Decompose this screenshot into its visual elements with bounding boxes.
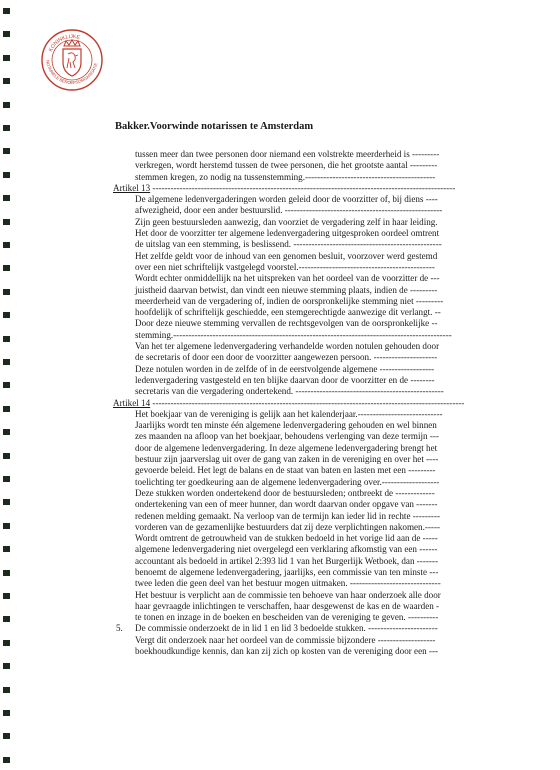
body-line: algemene ledenvergadering niet overgelegd een verklaring afkomstig van een ------: [135, 544, 438, 555]
line-text: Wordt omtrent de getrouwheid van de stukken bedoeld in het vorige lid aan de -----: [135, 533, 438, 544]
binding-hole: [3, 8, 10, 14]
list-item-line: [113, 194, 506, 205]
article-heading: Artikel 13 ----------------------------------------------------------------------------------------------------: [113, 182, 456, 193]
binding-hole: [3, 242, 10, 248]
list-item-number: 5.: [116, 623, 123, 634]
body-line: secretaris van die vergadering ondertekend. -------------------------------------------------: [135, 386, 444, 397]
line-text: Van het ter algemene ledenvergadering verhandelde worden notulen gehouden door: [135, 341, 440, 352]
binding-hole: [3, 336, 10, 342]
body-line: te tonen en inzage in de boeken en bescheiden van de vereniging te geven. ----------: [135, 612, 439, 623]
binding-hole: [3, 476, 10, 482]
line-text: Vergt dit onderzoek naar het oordeel van de commissie bijzondere -------------------: [135, 634, 436, 645]
body-line: stemmen kregen, zo nodig na tussenstemming.-------------------------------------------: [135, 171, 436, 182]
body-line: verkregen, wordt herstemd tussen de twee personen, die het grootste aantal ---------: [135, 160, 438, 171]
body-line: ledenvergadering vastgesteld en ten blijke daarvan door de voorzitter en de --------: [135, 374, 435, 385]
body-line: Het zelfde geldt voor de inhoud van een genomen besluit, voorzover werd gestemd: [135, 250, 438, 261]
binding-hole: [3, 125, 10, 131]
body-line: afwezigheid, door een ander bestuurslid. ----------------------------------------------------: [135, 205, 443, 216]
list-item-line: [113, 228, 506, 239]
binding-hole: [3, 663, 10, 669]
list-item-line: [113, 635, 506, 646]
line-text: De algemene ledenvergaderingen worden geleid door de voorzitter of, bij diens ----: [135, 194, 438, 205]
binding-hole: [3, 616, 10, 622]
body-line: Door deze nieuwe stemming vervallen de rechtsgevolgen van de oorspronkelijke --: [135, 318, 438, 329]
body-line: hoofdelijk of schriftelijk geschiedde, een stemgerechtigde aanwezige dit verlangt. --: [135, 307, 441, 318]
binding-hole: [3, 265, 10, 271]
body-line: stemming.--------------------------------------------------------------------------------------------: [135, 329, 452, 340]
binding-hole: [3, 429, 10, 435]
body-line: de uitslag van een stemming, is beslissend. -------------------------------------------------: [135, 239, 442, 250]
binding-hole: [3, 359, 10, 365]
body-line: gevoerde beleid. Het legt de balans en de staat van baten en lasten met een ---------: [135, 465, 436, 476]
binding-hole: [3, 102, 10, 108]
binding-hole: [3, 195, 10, 201]
body-line: door de algemene ledenvergadering. In deze algemene ledenvergadering brengt het: [135, 442, 438, 453]
body-line: meerderheid van de vergadering of, indien de oorspronkelijke stemming niet ---------: [135, 295, 444, 306]
body-line: haar gevraagde inlichtingen te verschaffen, haar desgewenst de kas en de waarden -: [135, 600, 440, 611]
binding-hole: [3, 757, 10, 763]
svg-text:KONINKLIJKE: KONINKLIJKE: [47, 33, 81, 53]
body-line: de secretaris of door een door de voorzitter aangewezen persoon. ---------------------: [135, 352, 438, 363]
binding-strip: [0, 0, 14, 770]
document-body: [113, 149, 506, 657]
article-heading: Artikel 14 -------------------------------------------------------------------------------------------------------: [113, 397, 465, 408]
binding-hole: [3, 382, 10, 388]
binding-hole: [3, 219, 10, 225]
svg-text:NOTARIELE BEROEPSORGANISATIE: NOTARIELE BEROEPSORGANISATIE: [45, 59, 99, 86]
body-line: Zijn geen bestuursleden aanwezig, dan voorziet de vergadering zelf in haar leiding.: [135, 216, 438, 227]
list-item-line: [113, 409, 506, 420]
binding-hole: [3, 31, 10, 37]
body-line: juistheid daarvan betwist, dan vindt een nieuwe stemming plaats, indien de ---------: [135, 284, 438, 295]
body-line: Deze stukken worden ondertekend door de bestuursleden; ontbreekt de -------------: [135, 487, 435, 498]
binding-hole: [3, 546, 10, 552]
body-line: bestuur zijn jaarverslag uit over de gang van zaken in de vereniging en over het ----: [135, 454, 439, 465]
body-line: toelichting ter goedkeuring aan de algemene ledenvergadering over.-------------------: [135, 476, 440, 487]
body-line: twee leden die geen deel van het bestuur mogen uitmaken. ------------------------------: [135, 578, 441, 589]
body-line: Jaarlijks wordt ten minste één algemene ledenvergadering gehouden en wel binnen: [135, 420, 437, 431]
binding-hole: [3, 406, 10, 412]
binding-hole: [3, 172, 10, 178]
body-line: Wordt echter onmiddellijk na het uitspreken van het oordeel van de voorzitter de ---: [135, 273, 440, 284]
line-text: Het bestuur is verplicht aan de commissie ten behoeve van haar onderzoek alle door: [135, 589, 441, 600]
list-item-line: [113, 341, 506, 352]
line-text: De commissie onderzoekt de in lid 1 en lid 3 bedoelde stukken. -----------------------: [135, 623, 438, 634]
list-item-line: [113, 623, 506, 634]
body-line: Deze notulen worden in de zelfde of in de eerstvolgende algemene ------------------: [135, 363, 435, 374]
office-heading: Bakker.Voorwinde notarissen te Amsterdam: [115, 121, 314, 132]
body-line: redenen melding gemaakt. Na verloop van de termijn kan ieder lid in rechte ---------: [135, 510, 441, 521]
line-text: Het boekjaar van de vereniging is gelijk aan het kalenderjaar.----------------------------: [135, 408, 443, 419]
body-line: boekhoudkundige kennis, dan kan zij zich op kosten van de vereniging door een ---: [135, 646, 439, 657]
binding-hole: [3, 593, 10, 599]
binding-hole: [3, 453, 10, 459]
binding-hole: [3, 499, 10, 505]
binding-hole: [3, 312, 10, 318]
body-line: ondertekening van een of meer hunner, dan wordt daarvan onder opgave van -------: [135, 499, 438, 510]
binding-hole: [3, 55, 10, 61]
body-line: benoemt de algemene ledenvergadering, jaarlijks, een commissie van ten minste ---: [135, 566, 439, 577]
binding-hole: [3, 78, 10, 84]
binding-hole: [3, 148, 10, 154]
binding-hole: [3, 733, 10, 739]
body-line: over een niet schriftelijk vastgelegd voorstel.---------------------------------------------: [135, 261, 435, 272]
binding-hole: [3, 687, 10, 693]
binding-hole: [3, 640, 10, 646]
binding-hole: [3, 570, 10, 576]
list-item-line: [113, 533, 506, 544]
binding-hole: [3, 710, 10, 716]
binding-hole: [3, 523, 10, 529]
body-line: tussen meer dan twee personen door niemand een volstrekte meerderheid is ---------: [135, 149, 440, 159]
line-text: Het door de voorzitter ter algemene ledenvergadering uitgesproken oordeel omtrent: [135, 228, 440, 239]
notary-seal-logo: [40, 28, 104, 92]
body-line: accountant als bedoeld in artikel 2:393 lid 1 van het Burgerlijk Wetboek, dan -------: [135, 555, 438, 566]
list-item-line: [113, 590, 506, 601]
body-line: vorderen van de gezamenlijke bestuurders dat zij deze verplichtingen nakomen.-----: [135, 521, 441, 532]
body-line: zes maanden na afloop van het boekjaar, behoudens verlenging van deze termijn ---: [135, 431, 439, 442]
binding-hole: [3, 289, 10, 295]
